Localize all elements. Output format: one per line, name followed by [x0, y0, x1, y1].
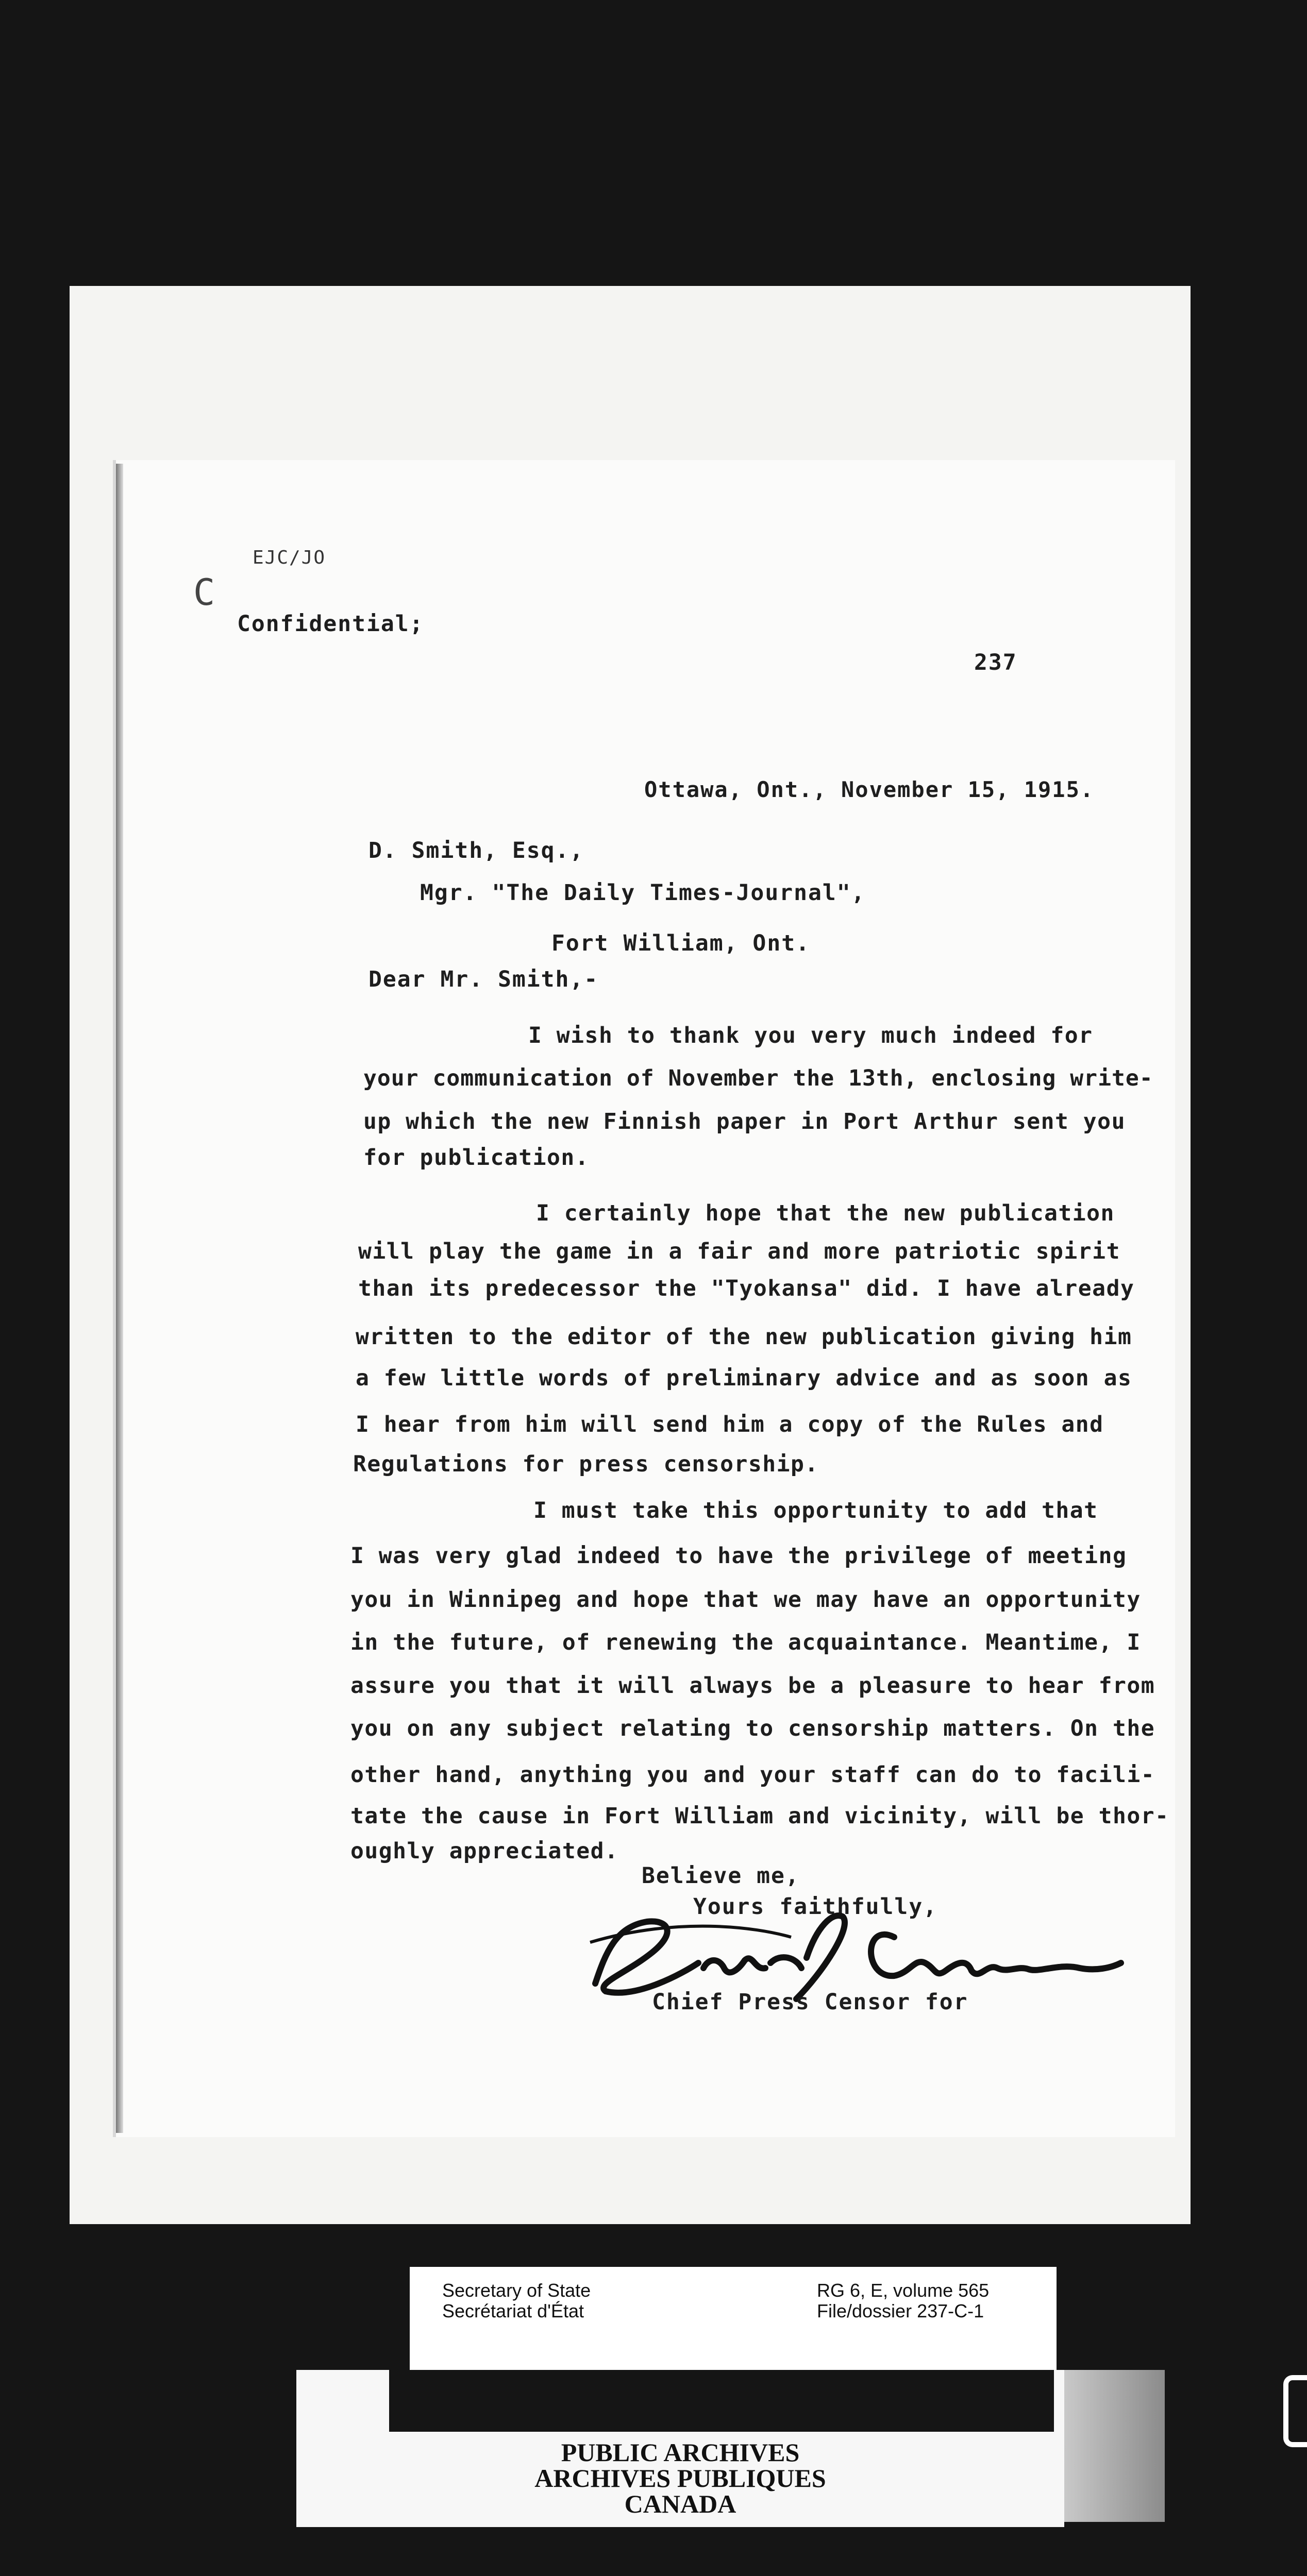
corner-c-mark: [1283, 2375, 1307, 2447]
addressee-name: D. Smith, Esq.,: [368, 838, 584, 863]
body-line: other hand, anything you and your staff can do to facili-: [350, 1762, 1155, 1788]
salutation: Dear Mr. Smith,-: [368, 967, 599, 992]
body-line: I wish to thank you very much indeed for: [528, 1023, 1093, 1048]
closing-yours: Yours faithfully,: [693, 1894, 938, 1920]
addressee-city: Fort William, Ont.: [551, 930, 810, 956]
handwritten-signature: [575, 1880, 1126, 2004]
archives-line-3: CANADA: [624, 2489, 736, 2518]
archives-line-2: ARCHIVES PUBLIQUES: [534, 2464, 826, 2493]
body-line: oughly appreciated.: [350, 1838, 619, 1864]
margin-note: C: [193, 571, 216, 614]
page-edge-shadow: [116, 464, 123, 2133]
body-line: I certainly hope that the new publication: [536, 1200, 1115, 1226]
body-line: tate the cause in Fort William and vicinity, will be thor-: [350, 1803, 1169, 1829]
stamp-header-band: [389, 2370, 1054, 2432]
body-line: your communication of November the 13th, enclosing write-: [363, 1065, 1153, 1091]
body-line: a few little words of preliminary advice and as soon as: [356, 1365, 1132, 1391]
body-line: Regulations for press censorship.: [353, 1451, 819, 1477]
archives-text: [296, 2439, 1064, 2517]
page-number: 237: [974, 650, 1017, 675]
classification: Confidential;: [237, 611, 424, 637]
body-line: you on any subject relating to censorship matters. On the: [350, 1716, 1155, 1741]
dateline: Ottawa, Ont., November 15, 1915.: [644, 777, 1095, 802]
archive-file: File/dossier 237-C-1: [817, 2300, 984, 2321]
body-line: for publication.: [363, 1145, 590, 1171]
dept-french: Secrétariat d'État: [442, 2300, 584, 2321]
archive-reference: RG 6, E, volume 565: [817, 2280, 990, 2301]
body-line: I must take this opportunity to add that: [533, 1498, 1098, 1523]
body-line: written to the editor of the new publication giving him: [356, 1324, 1132, 1350]
body-line: up which the new Finnish paper in Port Arthur sent you: [363, 1109, 1126, 1134]
body-line: you in Winnipeg and hope that we may have an opportunity: [350, 1587, 1141, 1613]
stamp-grey-edge: [1064, 2370, 1165, 2522]
dept-english: Secretary of State: [442, 2280, 591, 2301]
archives-line-1: PUBLIC ARCHIVES: [561, 2438, 800, 2467]
addressee-title: Mgr. "The Daily Times-Journal",: [420, 880, 866, 906]
closing-believe: Believe me,: [642, 1863, 800, 1889]
body-line: in the future, of renewing the acquaintance. Meantime, I: [350, 1630, 1141, 1655]
body-line: than its predecessor the "Tyokansa" did. I have already: [358, 1276, 1135, 1301]
reference-initials: EJC/JO: [253, 547, 326, 568]
body-line: will play the game in a fair and more patriotic spirit: [358, 1239, 1120, 1264]
signer-title: Chief Press Censor for: [652, 1989, 968, 2015]
body-line: I hear from him will send him a copy of the Rules and: [356, 1412, 1104, 1437]
body-line: assure you that it will always be a pleasure to hear from: [350, 1673, 1155, 1699]
body-line: I was very glad indeed to have the privilege of meeting: [350, 1543, 1127, 1569]
